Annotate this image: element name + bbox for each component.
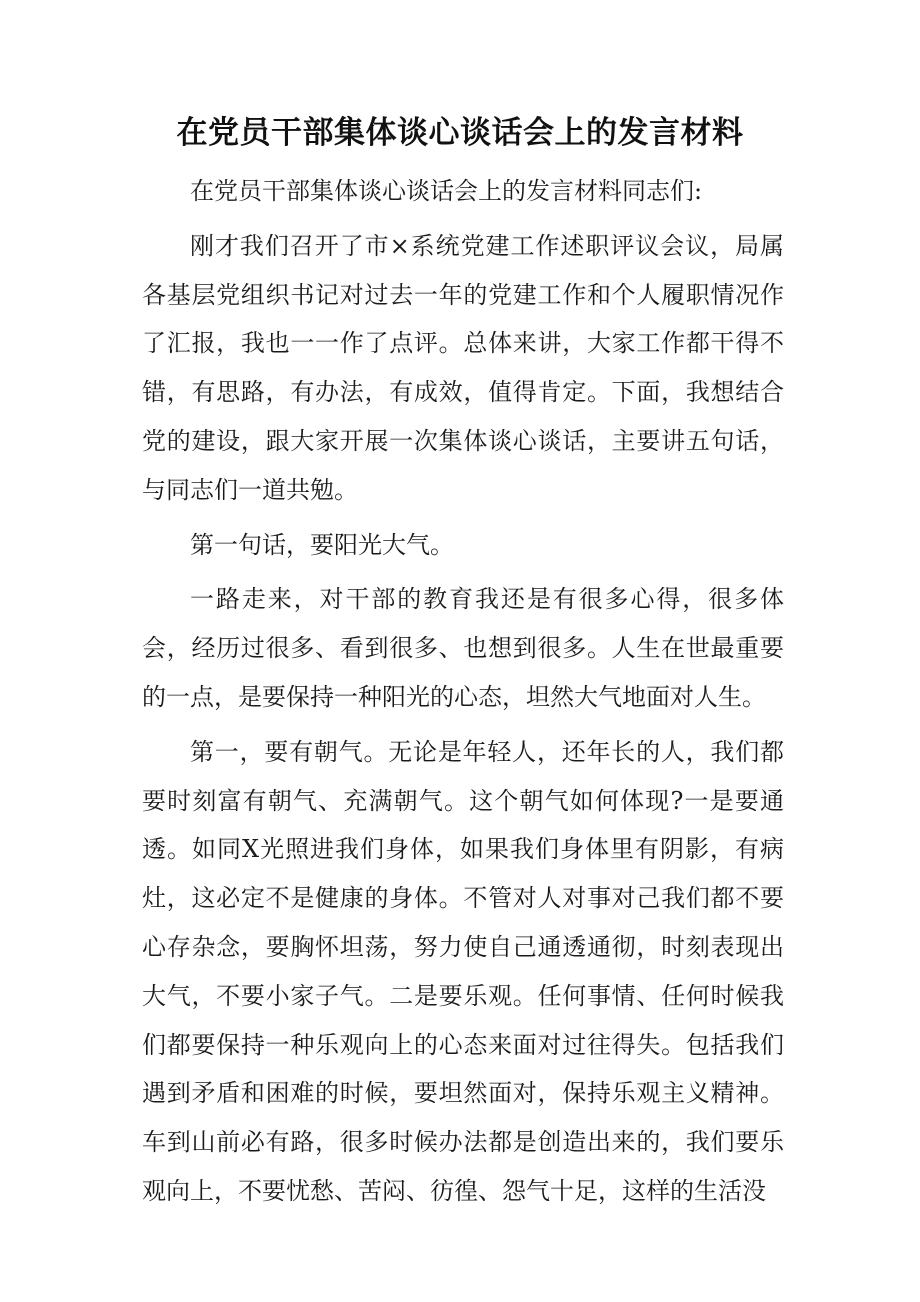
paragraph: 在党员干部集体谈心谈话会上的发言材料同志们: (190, 177, 703, 205)
paragraph: 第一，要有朝气。无论是年轻人，还年长的人，我们都要时刻富有朝气、充满朝气。这个朝气如何体现?一是要通透。如同X光照进我们身体，如果我们身体里有阴影，有病灶，这必定不是健康的身体。不管对人对事对己我们都不要心存杂念，要胸怀坦荡，努力使自己通透通彻，时刻表现出大气，不要小家子气。二是要乐观。任何事情、任何时候我们都要保持一种乐观向上的心态来面对过往得失。包括我们遇到矛盾和困难的时候，要坦然面对，保持乐观主义精神。车到山前必有路，很多时候办法都是创造出来的，我们要乐观向上，不要忧愁、苦闷、彷徨、怨气十足，这样的生活没 (142, 737, 784, 1205)
paragraph: 第一句话，要阳光大气。 (190, 530, 454, 559)
paragraph: 刚才我们召开了市×系统党建工作述职评议会议，局属各基层党组织书记对过去一年的党建工作和个人履职情况作了汇报，我也一一作了点评。总体来讲，大家工作都干得不错，有思路，有办法，有成效，值得肯定。下面，我想结合党的建设，跟大家开展一次集体谈心谈话，主要讲五句话，与同志们一道共勉。 (142, 231, 784, 504)
document-title: 在党员干部集体谈心谈话会上的发言材料 (176, 115, 744, 151)
document-body (142, 167, 784, 1222)
paragraph: 一路走来，对干部的教育我还是有很多心得，很多体会，经历过很多、看到很多、也想到很多。人生在世最重要的一点，是要保持一种阳光的心态，坦然大气地面对人生。 (142, 585, 784, 711)
